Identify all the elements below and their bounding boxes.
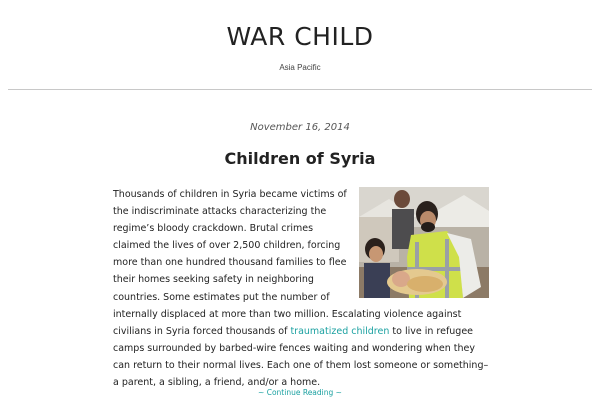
continue-reading-link[interactable]: ~ Continue Reading ~ [258,388,342,397]
site-description: Asia Pacific [279,63,321,72]
post-body-text-1: Thousands of children in Syria became victims of the indiscriminate attacks characterizing the regime’s bloody crackdown. Brutal crimes claimed the lives of over 2,500 children, forcing more than one hundred thousand families to flee their homes seeking safety in neighboring countries. Some estimates put the number of internally displaced at more than two million. Escalating violence against civilians in Syria forced thousands of [113,189,462,337]
post-body [113,186,489,391]
post-photo [359,187,489,298]
traumatized-children-link[interactable]: traumatized children [290,325,390,337]
post-date[interactable]: November 16, 2014 [250,122,350,133]
post-body-text-2: to live in refugee camps surrounded by barbed-wire fences waiting and wondering when they can return to their normal lives. Each one of them lost someone or something–a parent, a sibling, a friend, and/or a home. [113,325,489,389]
header-divider [8,89,592,90]
site-title[interactable]: WAR CHILD [226,22,374,51]
post-title[interactable]: Children of Syria [224,149,376,168]
